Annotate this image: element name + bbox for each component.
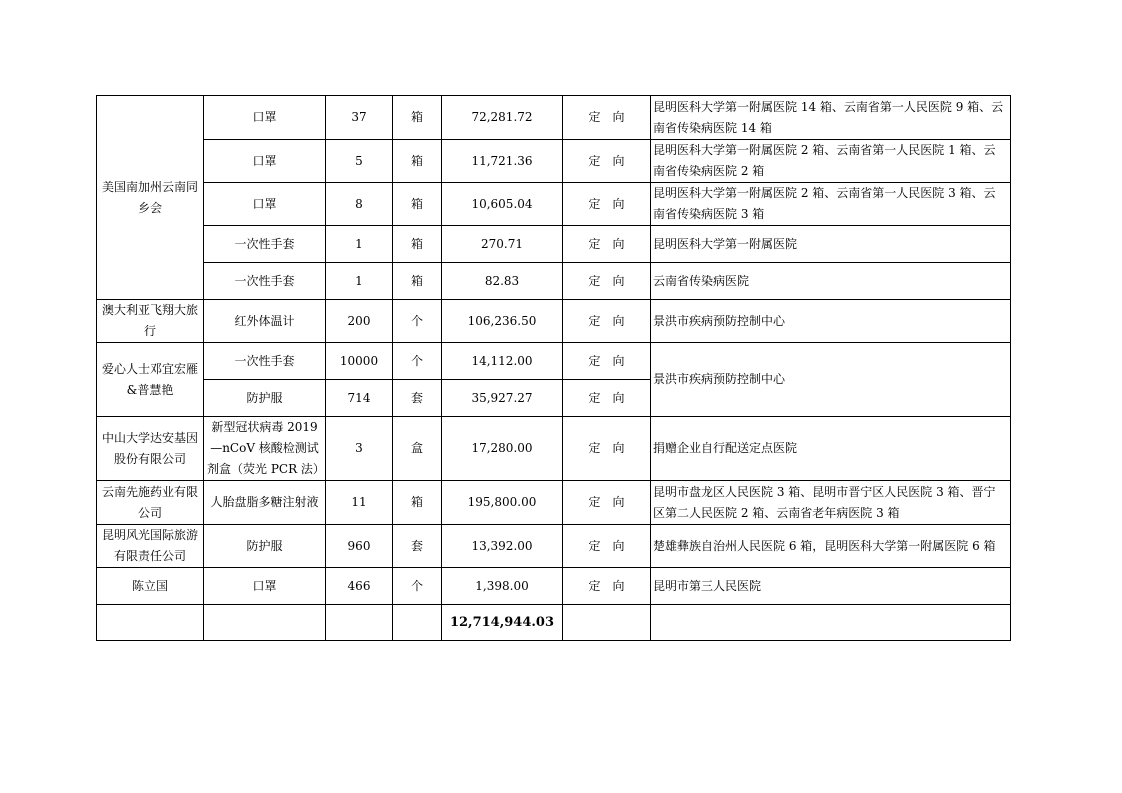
unit-cell: 套 xyxy=(393,380,442,417)
method-cell: 定 向 xyxy=(563,525,651,568)
total-empty-cell xyxy=(326,605,393,641)
table-row xyxy=(97,300,1011,343)
recipient-cell: 景洪市疾病预防控制中心 xyxy=(651,343,1011,417)
donor-cell: 中山大学达安基因股份有限公司 xyxy=(97,417,204,481)
table-body xyxy=(97,96,1011,641)
amount-cell: 106,236.50 xyxy=(442,300,563,343)
table-row xyxy=(97,417,1011,481)
amount-cell: 11,721.36 xyxy=(442,140,563,183)
table-row xyxy=(97,343,1011,380)
table-row xyxy=(97,183,1011,226)
item-cell: 口罩 xyxy=(204,96,326,140)
amount-cell: 17,280.00 xyxy=(442,417,563,481)
table-row xyxy=(97,568,1011,605)
quantity-cell: 5 xyxy=(326,140,393,183)
method-cell: 定 向 xyxy=(563,226,651,263)
quantity-cell: 8 xyxy=(326,183,393,226)
recipient-cell: 楚雄彝族自治州人民医院 6 箱，昆明医科大学第一附属医院 6 箱 xyxy=(651,525,1011,568)
item-cell: 人胎盘脂多糖注射液 xyxy=(204,481,326,525)
total-empty-cell xyxy=(204,605,326,641)
amount-cell: 270.71 xyxy=(442,226,563,263)
amount-cell: 14,112.00 xyxy=(442,343,563,380)
unit-cell: 个 xyxy=(393,343,442,380)
table-row xyxy=(97,96,1011,140)
recipient-cell: 昆明医科大学第一附属医院 2 箱、云南省第一人民医院 1 箱、云南省传染病医院 2 箱 xyxy=(651,140,1011,183)
table-row xyxy=(97,263,1011,300)
item-cell: 防护服 xyxy=(204,525,326,568)
unit-cell: 箱 xyxy=(393,183,442,226)
method-cell: 定 向 xyxy=(563,300,651,343)
recipient-cell: 景洪市疾病预防控制中心 xyxy=(651,300,1011,343)
amount-cell: 13,392.00 xyxy=(442,525,563,568)
quantity-cell: 3 xyxy=(326,417,393,481)
amount-cell: 35,927.27 xyxy=(442,380,563,417)
method-cell: 定 向 xyxy=(563,380,651,417)
quantity-cell: 1 xyxy=(326,226,393,263)
unit-cell: 箱 xyxy=(393,226,442,263)
amount-cell: 10,605.04 xyxy=(442,183,563,226)
table-row xyxy=(97,481,1011,525)
recipient-cell: 昆明医科大学第一附属医院 14 箱、云南省第一人民医院 9 箱、云南省传染病医院 14 箱 xyxy=(651,96,1011,140)
unit-cell: 套 xyxy=(393,525,442,568)
unit-cell: 盒 xyxy=(393,417,442,481)
item-cell: 口罩 xyxy=(204,568,326,605)
item-cell: 一次性手套 xyxy=(204,263,326,300)
total-empty-cell xyxy=(393,605,442,641)
amount-cell: 1,398.00 xyxy=(442,568,563,605)
unit-cell: 个 xyxy=(393,568,442,605)
method-cell: 定 向 xyxy=(563,183,651,226)
unit-cell: 个 xyxy=(393,300,442,343)
table-row xyxy=(97,140,1011,183)
donor-cell: 昆明风光国际旅游有限责任公司 xyxy=(97,525,204,568)
recipient-cell: 昆明市第三人民医院 xyxy=(651,568,1011,605)
amount-cell: 82.83 xyxy=(442,263,563,300)
quantity-cell: 200 xyxy=(326,300,393,343)
item-cell: 新型冠状病毒 2019—nCoV 核酸检测试剂盒（荧光 PCR 法） xyxy=(204,417,326,481)
quantity-cell: 10000 xyxy=(326,343,393,380)
recipient-cell: 捐赠企业自行配送定点医院 xyxy=(651,417,1011,481)
donor-cell: 陈立国 xyxy=(97,568,204,605)
amount-cell: 72,281.72 xyxy=(442,96,563,140)
quantity-cell: 11 xyxy=(326,481,393,525)
item-cell: 口罩 xyxy=(204,183,326,226)
method-cell: 定 向 xyxy=(563,263,651,300)
item-cell: 防护服 xyxy=(204,380,326,417)
table-row xyxy=(97,226,1011,263)
quantity-cell: 466 xyxy=(326,568,393,605)
recipient-cell: 昆明医科大学第一附属医院 xyxy=(651,226,1011,263)
item-cell: 口罩 xyxy=(204,140,326,183)
table-row xyxy=(97,525,1011,568)
donor-cell: 爱心人士邓宜宏雁&普慧艳 xyxy=(97,343,204,417)
method-cell: 定 向 xyxy=(563,96,651,140)
donor-cell: 美国南加州云南同乡会 xyxy=(97,96,204,300)
amount-cell: 195,800.00 xyxy=(442,481,563,525)
donor-cell: 澳大利亚飞翔大旅行 xyxy=(97,300,204,343)
unit-cell: 箱 xyxy=(393,140,442,183)
method-cell: 定 向 xyxy=(563,568,651,605)
total-empty-cell xyxy=(563,605,651,641)
recipient-cell: 昆明医科大学第一附属医院 2 箱、云南省第一人民医院 3 箱、云南省传染病医院 3 箱 xyxy=(651,183,1011,226)
quantity-cell: 960 xyxy=(326,525,393,568)
total-empty-cell xyxy=(651,605,1011,641)
item-cell: 一次性手套 xyxy=(204,226,326,263)
donor-cell: 云南先施药业有限公司 xyxy=(97,481,204,525)
total-empty-cell xyxy=(97,605,204,641)
item-cell: 红外体温计 xyxy=(204,300,326,343)
quantity-cell: 37 xyxy=(326,96,393,140)
recipient-cell: 云南省传染病医院 xyxy=(651,263,1011,300)
unit-cell: 箱 xyxy=(393,263,442,300)
donation-table xyxy=(96,95,1011,641)
total-amount: 12,714,944.03 xyxy=(442,605,563,641)
unit-cell: 箱 xyxy=(393,96,442,140)
item-cell: 一次性手套 xyxy=(204,343,326,380)
method-cell: 定 向 xyxy=(563,481,651,525)
method-cell: 定 向 xyxy=(563,140,651,183)
quantity-cell: 714 xyxy=(326,380,393,417)
method-cell: 定 向 xyxy=(563,343,651,380)
method-cell: 定 向 xyxy=(563,417,651,481)
total-row xyxy=(97,605,1011,641)
unit-cell: 箱 xyxy=(393,481,442,525)
quantity-cell: 1 xyxy=(326,263,393,300)
recipient-cell: 昆明市盘龙区人民医院 3 箱、昆明市晋宁区人民医院 3 箱、晋宁区第二人民医院 2 箱、云南省老年病医院 3 箱 xyxy=(651,481,1011,525)
